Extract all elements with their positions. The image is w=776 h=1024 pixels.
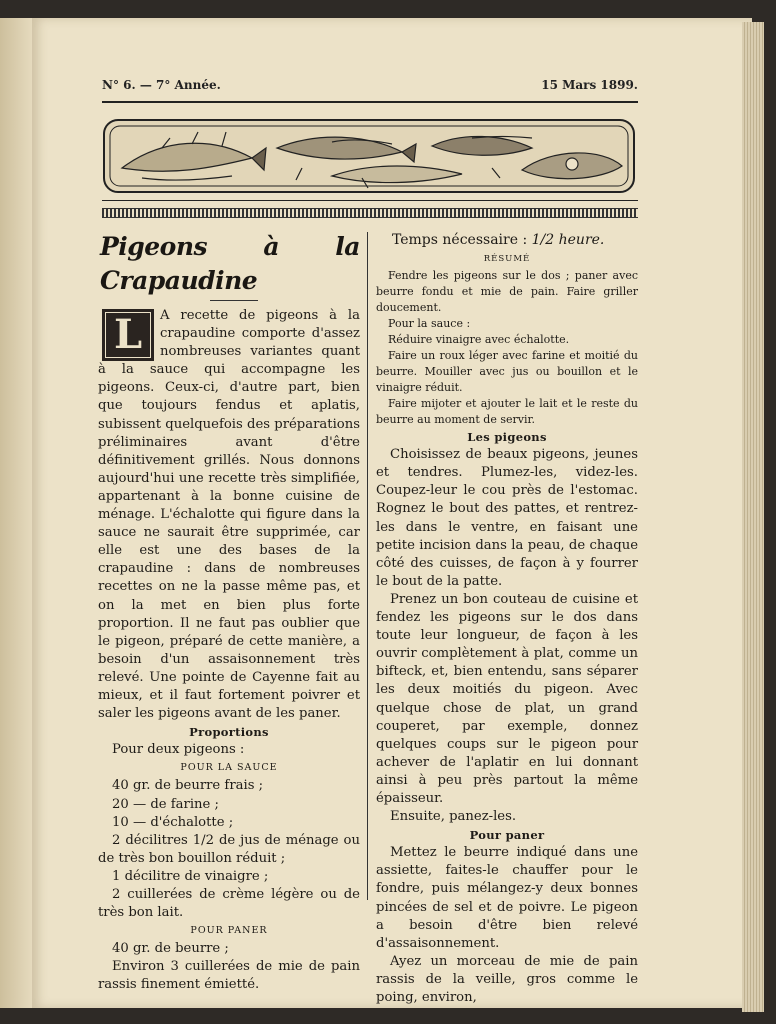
sauce-item: 10 — d'échalotte ; xyxy=(112,814,234,830)
resume-line: Réduire vinaigre avec échalotte. xyxy=(388,333,570,347)
pigeons-paragraph: Prenez un bon couteau de cuisine et fendez les pigeons sur le dos dans toute leur longueur, de façon à les ouvrir complètement à plat, comme un bifteck, et, bien entendu, sans séparer les deux moitiés du pigeon. Avec quelque chose de plat, un grand couperet, par exemple, donnez quelques coups sur le pigeon pour achever de l'aplatir en lui donnant ainsi à peu près partout la même épaisseur. xyxy=(376,591,638,806)
header-rule xyxy=(102,101,638,103)
time-value: 1/2 heure. xyxy=(531,232,605,248)
previous-page-edge xyxy=(0,18,34,1008)
dropcap-letter: L xyxy=(113,311,143,358)
sauce-heading: POUR LA SAUCE xyxy=(180,762,278,774)
issue-date: 15 Mars 1899. xyxy=(541,78,638,92)
page-header xyxy=(102,78,638,98)
sauce-item: 1 décilitre de vinaigre ; xyxy=(112,868,269,884)
column-divider xyxy=(367,232,368,900)
time-label: Temps nécessaire : xyxy=(392,232,528,248)
paner-paragraph: Ayez un morceau de mie de pain rassis de la veille, gros comme le poing, environ, xyxy=(376,953,638,1005)
proportions-heading: Proportions xyxy=(189,725,269,740)
sauce-item: 2 décilitres 1/2 de jus de ménage ou de très bon bouillon réduit ; xyxy=(98,832,360,866)
paner-heading: POUR PANER xyxy=(190,925,268,937)
pigeons-paragraph: Ensuite, panez-les. xyxy=(390,809,517,825)
resume-heading: RÉSUMÉ xyxy=(483,254,531,264)
hatched-rule xyxy=(102,208,638,218)
resume-line: Faire mijoter et ajouter le lait et le reste du beurre au moment de servir. xyxy=(376,397,638,427)
sauce-item: 2 cuillerées de crème légère ou de très bon lait. xyxy=(98,887,360,921)
pour-paner-heading: Pour paner xyxy=(469,828,545,843)
fish-banner-illustration xyxy=(102,118,636,194)
sauce-item: 20 — de farine ; xyxy=(112,796,219,812)
pigeons-heading: Les pigeons xyxy=(467,430,547,445)
column-left xyxy=(98,230,360,995)
banner-rule xyxy=(102,200,638,201)
issue-number: N° 6. — 7° Année. xyxy=(102,78,221,92)
paner-paragraph: Mettez le beurre indiqué dans une assiette, faites-le chauffer pour le fondre, puis mélangez-y deux bonnes pincées de sel et de poivre. Le pigeon a besoin d'être bien relevé d'assaisonnement. xyxy=(376,845,638,951)
resume-line: Fendre les pigeons sur le dos ; paner avec beurre fondu et mie de pain. Faire griller doucement. xyxy=(376,269,638,315)
paner-item: 40 gr. de beurre ; xyxy=(112,941,229,957)
column-right xyxy=(376,230,638,1007)
intro-paragraph: A recette de pigeons à la crapaudine comporte d'assez nombreuses variantes quant à la sauce qui accompagne les pigeons. Ceux-ci, d'autre part, bien que toujours fendus et aplatis, subissent quelquefois des préparations préliminaires avant d'être définitivement grillés. Nous donnons aujourd'hui une recette très simplifiée, appartenant à la bonne cuisine de ménage. L'échalotte qui figure dans la sauce ne saurait être supprimée, car elle est une des bases de la crapaudine : dans de nombreuses recettes on ne la passe même pas, et on la met en bien plus forte proportion. Il ne faut pas oublier que le pigeon, préparé de cette manière, a besoin d'un assaisonnement très relevé. Une pointe de Cayenne fait au mieux, et il faut fortement poivrer et saler les pigeons avant de les paner. xyxy=(98,308,360,722)
time-needed xyxy=(376,230,638,250)
for-two-line: Pour deux pigeons : xyxy=(112,742,245,758)
page-stack-edge xyxy=(742,22,764,1012)
recipe-title: Pigeons à la Crapaudine xyxy=(100,232,360,295)
paner-item: Environ 3 cuillerées de mie de pain rassis finement émietté. xyxy=(98,959,360,993)
resume-line: Faire un roux léger avec farine et moitié du beurre. Mouiller avec jus ou bouillon et le vinaigre réduit. xyxy=(376,349,638,395)
sauce-item: 40 gr. de beurre frais ; xyxy=(112,778,264,794)
resume-block xyxy=(376,268,638,428)
title-rule xyxy=(210,300,258,301)
pigeons-paragraph: Choisissez de beaux pigeons, jeunes et tendres. Plumez-les, videz-les. Coupez-leur le cou près de l'estomac. Rognez le bout des pattes, et rentrez-les dans le ventre, en faisant une petite incision dans la peau, de chaque côté des cuisses, de façon à y fourrer le bout de la patte. xyxy=(376,447,638,589)
dropcap-ornament xyxy=(102,309,154,361)
resume-line: Pour la sauce : xyxy=(388,317,471,331)
